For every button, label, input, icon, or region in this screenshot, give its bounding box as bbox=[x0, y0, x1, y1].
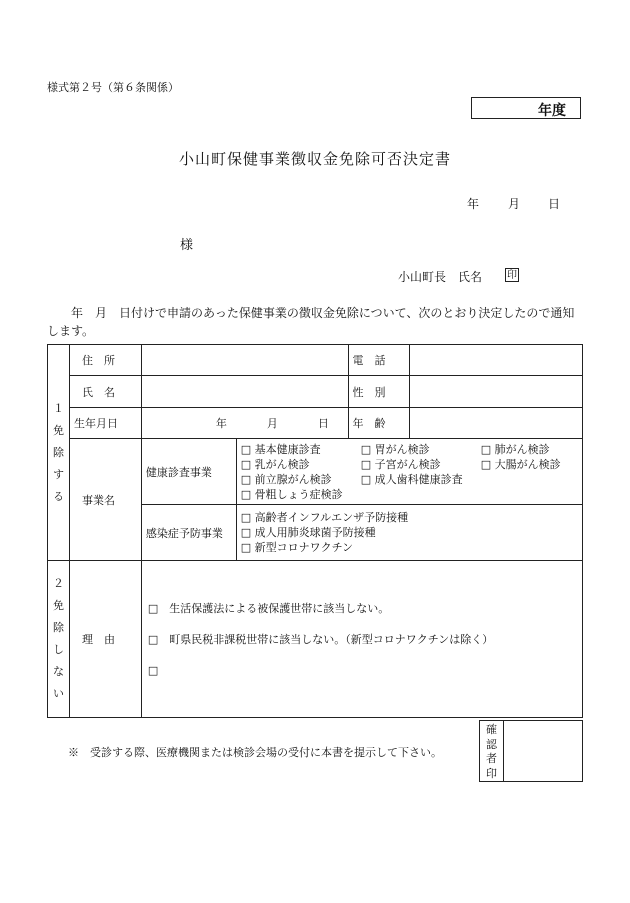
age-field[interactable] bbox=[410, 408, 583, 439]
infection-label: 感染症予防事業 bbox=[141, 505, 236, 561]
recipient-honorific: 様 bbox=[180, 238, 194, 253]
infection-options bbox=[236, 505, 582, 561]
section2-label: ２ 免 除 し な い bbox=[48, 561, 70, 718]
fiscal-year-box: 年度 bbox=[471, 97, 581, 119]
phone-label: 電 話 bbox=[348, 345, 410, 376]
birth-month: 月 bbox=[266, 417, 278, 430]
notice-text: 年 月 日付けで申請のあった保健事業の徴収金免除について、次のとおり決定したので通知します。 bbox=[47, 306, 575, 338]
business-label: 事業名 bbox=[69, 439, 141, 561]
checkbox-colon-cancer[interactable]: □ 大腸がん検診 bbox=[480, 457, 561, 471]
address-label: 住 所 bbox=[69, 345, 141, 376]
section1-label: １ 免 除 す る bbox=[48, 345, 70, 561]
date-day: 日 bbox=[548, 197, 561, 211]
issuer-name: 小山町長 氏名 bbox=[398, 270, 483, 284]
checkbox-osteoporosis[interactable]: □ 骨粗しょう症検診 bbox=[240, 487, 343, 501]
sex-label: 性 別 bbox=[348, 376, 410, 408]
checkbox-pneumococcal[interactable]: □ 成人用肺炎球菌予防接種 bbox=[240, 526, 376, 539]
health-check-label: 健康診査事業 bbox=[141, 439, 236, 505]
checkbox-dental-check[interactable]: □ 成人歯科健康診査 bbox=[360, 472, 463, 486]
checkbox-stomach-cancer[interactable]: □ 胃がん検診 bbox=[360, 442, 430, 456]
sex-field[interactable] bbox=[410, 376, 583, 408]
date-year: 年 bbox=[467, 197, 480, 211]
checkbox-breast-cancer[interactable]: □ 乳がん検診 bbox=[240, 457, 310, 471]
birth-year: 年 bbox=[215, 417, 227, 430]
age-label: 年 齢 bbox=[348, 408, 410, 439]
checkbox-lung-cancer[interactable]: □ 肺がん検診 bbox=[480, 442, 550, 456]
health-check-options bbox=[236, 439, 582, 505]
seal-mark: 印 bbox=[507, 270, 517, 281]
decision-table bbox=[47, 344, 583, 718]
address-field[interactable] bbox=[141, 345, 348, 376]
checkbox-flu-vaccine[interactable]: □ 高齢者インフルエンザ予防接種 bbox=[240, 511, 409, 524]
birth-label: 生年月日 bbox=[69, 408, 141, 439]
footnote: ※ 受診する際、医療機関または検診会場の受付に本書を提示して下さい。 bbox=[68, 746, 442, 759]
document-title: 小山町保健事業徴収金免除可否決定書 bbox=[178, 150, 451, 168]
confirm-label: 確 認 者 印 bbox=[480, 721, 504, 781]
birth-field[interactable] bbox=[141, 408, 348, 439]
date-month: 月 bbox=[508, 197, 521, 211]
checkbox-uterine-cancer[interactable]: □ 子宮がん検診 bbox=[360, 457, 441, 471]
phone-field[interactable] bbox=[410, 345, 583, 376]
checkbox-reason-welfare[interactable]: □ 生活保護法による被保護世帯に該当しない。 bbox=[147, 601, 390, 615]
checkbox-covid-vaccine[interactable]: □ 新型コロナワクチン bbox=[240, 541, 354, 554]
name-field[interactable] bbox=[141, 376, 348, 408]
form-number: 様式第２号（第６条関係） bbox=[47, 81, 179, 94]
checkbox-basic-health[interactable]: □ 基本健康診査 bbox=[240, 442, 321, 456]
reason-options bbox=[141, 561, 582, 718]
checkbox-prostate-cancer[interactable]: □ 前立腺がん検診 bbox=[240, 472, 332, 486]
confirm-stamp-box bbox=[479, 720, 583, 782]
checkbox-reason-tax[interactable]: □ 町県民税非課税世帯に該当しない。（新型コロナワクチンは除く） bbox=[147, 632, 494, 646]
name-label: 氏 名 bbox=[69, 376, 141, 408]
reason-label: 理 由 bbox=[69, 561, 141, 718]
birth-day: 日 bbox=[317, 417, 329, 430]
checkbox-reason-other[interactable]: □ bbox=[147, 663, 159, 677]
